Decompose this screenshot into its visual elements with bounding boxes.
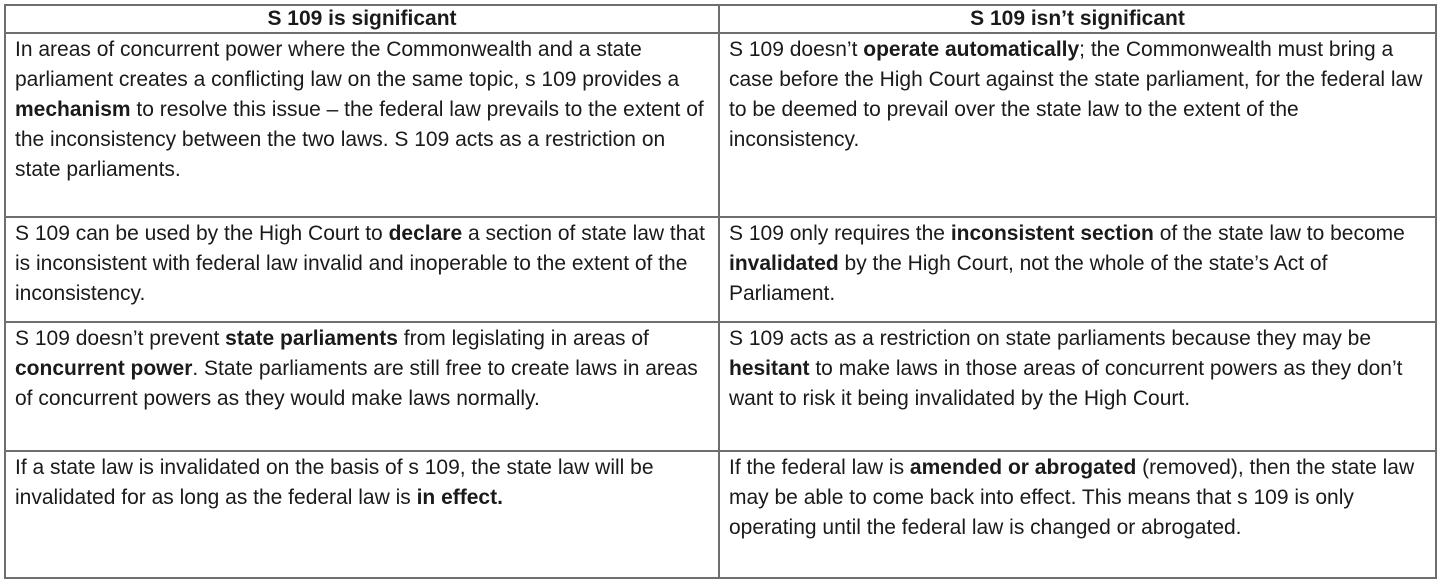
s109-comparison-table: [4, 4, 1437, 579]
cell-text: S 109 only requires the: [729, 222, 951, 246]
cell-text: . State parliaments are still free to create laws in areas of concurrent powers as they would make laws normally.: [15, 356, 698, 410]
table-row: [5, 322, 1436, 451]
header-significant: S 109 is significant: [5, 5, 719, 33]
cell-text: of the state law to become: [1153, 222, 1405, 246]
cell-text: to make laws in those areas of concurrent powers as they don’t want to risk it being invalidated by the High Court.: [729, 356, 1403, 410]
cell-not-significant: [719, 451, 1436, 578]
emphasis-text: declare: [388, 222, 463, 246]
cell-text: to resolve this issue – the federal law prevails to the extent of the inconsistency between the two laws. S 109 acts as a restriction on state parliaments.: [15, 98, 704, 181]
cell-text: from legislating in areas of: [397, 326, 649, 350]
cell-text: S 109 acts as a restriction on state parliaments because they may be: [729, 326, 1372, 350]
emphasis-text: in effect.: [416, 485, 503, 509]
emphasis-text: state parliaments: [225, 326, 398, 350]
header-row: [5, 5, 1436, 33]
cell-text: If the federal law is: [729, 455, 910, 479]
cell-text: ; the Commonwealth must bring a case before the High Court against the state parliament, for the federal law to be deemed to prevail over the state law to the extent of the inconsistency.: [729, 38, 1423, 151]
table-row: [5, 33, 1436, 217]
table-row: [5, 217, 1436, 321]
cell-not-significant: [719, 217, 1436, 321]
emphasis-text: mechanism: [15, 98, 131, 121]
comparison-table-container: [4, 4, 1435, 579]
cell-significant: [5, 217, 719, 321]
cell-text: S 109 doesn’t prevent: [15, 326, 226, 350]
cell-not-significant: [719, 322, 1436, 451]
emphasis-text: invalidated: [729, 252, 839, 276]
header-not-significant: S 109 isn’t significant: [719, 5, 1436, 33]
cell-text: a section of state law that is inconsistent with federal law invalid and inoperable to the extent of the inconsistency.: [15, 222, 705, 306]
table-row: [5, 451, 1436, 578]
emphasis-text: concurrent power: [15, 356, 193, 380]
cell-text: (removed), then the state law may be able to come back into effect. This means that s 109 is only operating until the federal law is changed or abrogated.: [729, 455, 1415, 539]
emphasis-text: inconsistent section: [950, 222, 1154, 246]
cell-text: by the High Court, not the whole of the state’s Act of Parliament.: [729, 252, 1328, 306]
cell-significant: [5, 451, 719, 578]
cell-text: If a state law is invalidated on the basis of s 109, the state law will be invalidated for as long as the federal law is: [15, 455, 654, 509]
cell-text: In areas of concurrent power where the Commonwealth and a state parliament creates a conflicting law on the same topic, s 109 provides a: [15, 38, 680, 91]
emphasis-text: hesitant: [729, 356, 810, 380]
cell-not-significant: [719, 33, 1436, 217]
cell-text: S 109 can be used by the High Court to: [15, 222, 389, 246]
emphasis-text: amended or abrogated: [909, 455, 1137, 479]
emphasis-text: operate automatically: [863, 38, 1080, 61]
cell-text: S 109 doesn’t: [729, 38, 864, 61]
cell-significant: [5, 33, 719, 217]
cell-significant: [5, 322, 719, 451]
